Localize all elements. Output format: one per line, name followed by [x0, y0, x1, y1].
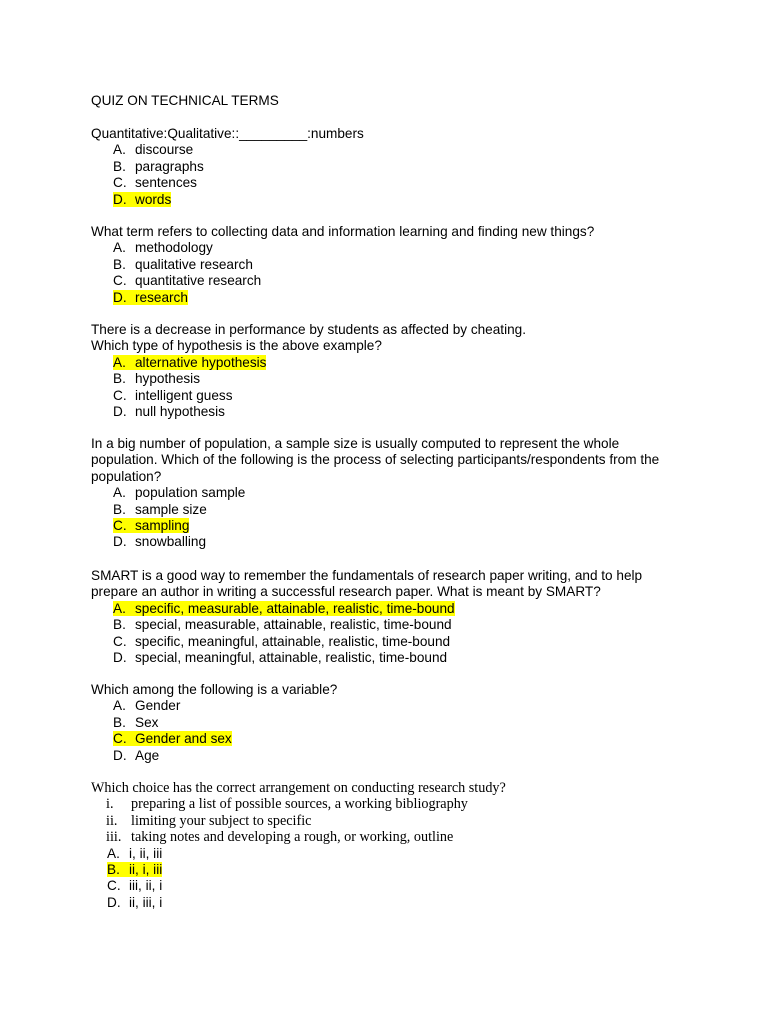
- option-text: discourse: [135, 142, 194, 158]
- option-text: i, ii, iii: [129, 845, 163, 861]
- question-7: [91, 780, 691, 911]
- step-text: limiting your subject to specific: [131, 812, 312, 829]
- option-letter: C.: [113, 731, 127, 747]
- option-a: [91, 240, 691, 256]
- option-d: [91, 650, 691, 666]
- question-2: [91, 224, 691, 306]
- option-letter: D.: [113, 650, 127, 666]
- option-letter: C.: [113, 518, 127, 534]
- option-letter: C.: [113, 633, 127, 649]
- option-letter: A.: [113, 142, 126, 158]
- option-b: [91, 502, 691, 518]
- option-letter: C.: [113, 175, 127, 191]
- option-letter: D.: [107, 894, 121, 910]
- option-letter: A.: [113, 698, 126, 714]
- option-c: [91, 634, 691, 650]
- option-c: [91, 175, 691, 191]
- question-stem: Which choice has the correct arrangement on conducting research study?: [91, 780, 506, 796]
- question-stem: In a big number of population, a sample size is usually computed to represent the whole: [91, 436, 620, 451]
- option-text: research: [135, 289, 188, 305]
- question-stem: Which among the following is a variable?: [91, 682, 338, 697]
- option-a: [91, 142, 691, 158]
- option-text: iii, ii, i: [129, 878, 163, 894]
- option-text: intelligent guess: [135, 387, 233, 403]
- option-text: snowballing: [135, 534, 207, 550]
- option-b: [91, 159, 691, 175]
- option-d: [91, 748, 691, 764]
- option-letter: A.: [113, 354, 126, 370]
- step-item-iii: [91, 829, 691, 845]
- option-letter: D.: [113, 289, 127, 305]
- option-letter: C.: [107, 878, 121, 894]
- question-1: [91, 126, 691, 208]
- option-text: sentences: [135, 175, 197, 191]
- option-letter: B.: [113, 256, 126, 272]
- question-stem: population?: [91, 468, 162, 484]
- option-letter: B.: [113, 617, 126, 633]
- question-stem: Which type of hypothesis is the above example?: [91, 338, 382, 354]
- page-title: QUIZ ON TECHNICAL TERMS: [91, 93, 279, 108]
- option-text: hypothesis: [135, 371, 200, 387]
- option-text: population sample: [135, 485, 246, 501]
- option-text: quantitative research: [135, 273, 262, 289]
- option-text: Gender: [135, 698, 181, 714]
- option-c: [91, 273, 691, 289]
- question-stem: There is a decrease in performance by students as affected by cheating.: [91, 322, 526, 337]
- option-letter: D.: [113, 404, 127, 420]
- option-c-answer: [91, 518, 691, 534]
- option-c-answer: [91, 731, 691, 747]
- step-item-ii: [91, 813, 691, 829]
- question-stem: population. Which of the following is the process of selecting participants/respondents from the: [91, 452, 660, 468]
- option-a-answer: [91, 601, 691, 617]
- option-letter: D.: [113, 191, 127, 207]
- question-6: [91, 682, 691, 764]
- option-b: [91, 257, 691, 273]
- option-d: [91, 895, 691, 911]
- option-text: specific, meaningful, attainable, realistic, time-bound: [135, 633, 451, 649]
- question-4: [91, 436, 691, 551]
- option-a: [91, 846, 691, 862]
- option-text: methodology: [135, 240, 213, 256]
- step-item-i: [91, 796, 691, 812]
- question-stem: prepare an author in writing a successful research paper. What is meant by SMART?: [91, 584, 601, 600]
- step-text: taking notes and developing a rough, or working, outline: [131, 829, 454, 846]
- option-text: null hypothesis: [135, 404, 225, 420]
- option-letter: B.: [113, 714, 126, 730]
- option-text: alternative hypothesis: [135, 354, 267, 370]
- option-text: sampling: [135, 518, 190, 534]
- option-c: [91, 878, 691, 894]
- option-letter: B.: [113, 371, 126, 387]
- option-letter: D.: [113, 747, 127, 763]
- option-text: Sex: [135, 714, 159, 730]
- option-text: ii, i, iii: [129, 862, 163, 878]
- option-letter: B.: [113, 501, 126, 517]
- option-text: ii, iii, i: [129, 894, 163, 910]
- question-stem: What term refers to collecting data and information learning and finding new things?: [91, 224, 595, 239]
- option-c: [91, 388, 691, 404]
- option-d: [91, 534, 691, 550]
- option-letter: C.: [113, 273, 127, 289]
- option-b: [91, 715, 691, 731]
- option-a: [91, 698, 691, 714]
- option-letter: B.: [107, 862, 120, 878]
- option-text: special, meaningful, attainable, realistic, time-bound: [135, 650, 448, 666]
- step-numeral: ii.: [106, 812, 118, 829]
- step-numeral: i.: [106, 796, 114, 813]
- option-b: [91, 371, 691, 387]
- option-a: [91, 485, 691, 501]
- option-text: specific, measurable, attainable, realistic, time-bound: [135, 600, 455, 616]
- option-text: Gender and sex: [135, 731, 232, 747]
- option-letter: A.: [113, 240, 126, 256]
- step-numeral: iii.: [106, 829, 122, 846]
- option-letter: D.: [113, 534, 127, 550]
- question-3: [91, 322, 691, 420]
- option-d: [91, 404, 691, 420]
- question-5: [91, 568, 691, 666]
- option-d-answer: [91, 192, 691, 208]
- option-letter: A.: [113, 600, 126, 616]
- option-text: paragraphs: [135, 158, 204, 174]
- option-b-answer: [91, 862, 691, 878]
- option-d-answer: [91, 290, 691, 306]
- option-b: [91, 617, 691, 633]
- option-letter: A.: [107, 845, 120, 861]
- option-text: special, measurable, attainable, realistic, time-bound: [135, 617, 452, 633]
- question-stem: SMART is a good way to remember the fundamentals of research paper writing, and to help: [91, 568, 643, 583]
- option-text: qualitative research: [135, 256, 253, 272]
- option-letter: A.: [113, 485, 126, 501]
- option-a-answer: [91, 355, 691, 371]
- option-letter: B.: [113, 158, 126, 174]
- question-stem: Quantitative:Qualitative::_________:numbers: [91, 126, 364, 141]
- option-text: sample size: [135, 501, 207, 517]
- option-letter: C.: [113, 387, 127, 403]
- option-text: Age: [135, 747, 160, 763]
- step-text: preparing a list of possible sources, a working bibliography: [131, 796, 468, 813]
- option-text: words: [135, 191, 172, 207]
